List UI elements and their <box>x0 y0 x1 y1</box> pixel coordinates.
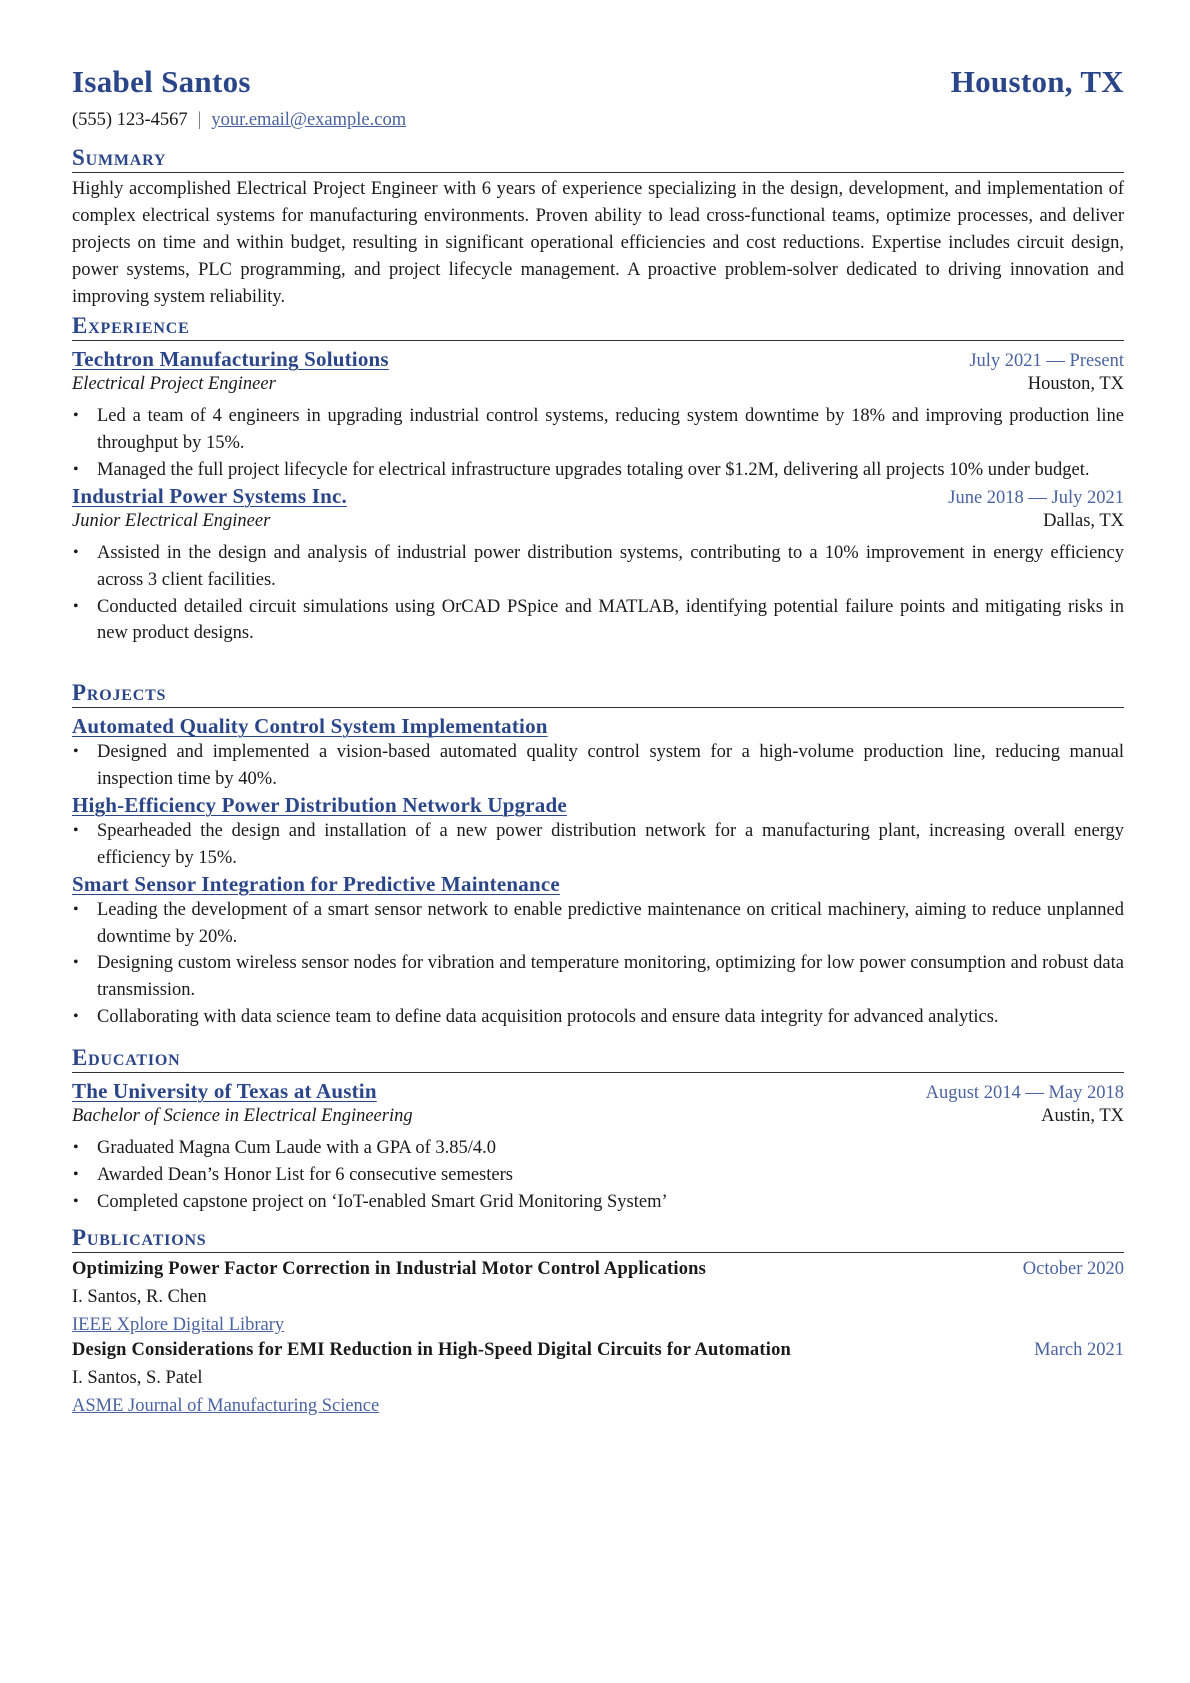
publication-title: Design Considerations for EMI Reduction in High-Speed Digital Circuits for Automation <box>72 1340 792 1360</box>
school-location: Austin, TX <box>1041 1106 1124 1126</box>
education-bullet: • Completed capstone project on ‘IoT-enabled Smart Grid Monitoring System’ <box>97 1189 1124 1216</box>
job-entry <box>72 347 1124 484</box>
degree: Bachelor of Science in Electrical Engineering <box>72 1106 413 1126</box>
school-link[interactable]: The University of Texas at Austin <box>72 1079 377 1103</box>
job-role: Junior Electrical Engineer <box>72 510 271 531</box>
job-bullet: • Assisted in the design and analysis of industrial power distribution systems, contributing to a 10% improvement in energy efficiency across 3 client facilities. <box>97 540 1124 594</box>
job-location: Dallas, TX <box>1043 510 1124 531</box>
header <box>72 64 1124 100</box>
education-bullet: • Graduated Magna Cum Laude with a GPA of 3.85/4.0 <box>97 1135 1124 1162</box>
publication-title: Optimizing Power Factor Correction in Industrial Motor Control Applications <box>72 1259 707 1279</box>
candidate-location: Houston, TX <box>950 64 1124 99</box>
experience-section <box>72 313 1124 647</box>
education-dates: August 2014 — May 2018 <box>925 1083 1124 1103</box>
phone-number: (555) 123-4567 <box>72 110 188 130</box>
job-dates: June 2018 — July 2021 <box>948 487 1124 508</box>
publication-authors: I. Santos, R. Chen <box>72 1287 207 1307</box>
project-title-link[interactable]: Automated Quality Control System Implementation <box>72 714 548 738</box>
project-entry <box>72 872 1124 1032</box>
job-bullet: • Conducted detailed circuit simulations using OrCAD PSpice and MATLAB, identifying potential failure points and mitigating risks in new product designs. <box>97 594 1124 648</box>
project-title-link[interactable]: Smart Sensor Integration for Predictive Maintenance <box>72 871 560 896</box>
project-bullet: • Collaborating with data science team to define data acquisition protocols and ensure data integrity for advanced analytics. <box>97 1004 1124 1031</box>
email-link[interactable]: your.email@example.com <box>211 110 407 130</box>
job-bullet: • Led a team of 4 engineers in upgrading industrial control systems, reducing system downtime by 18% and improving production line throughput by 15%. <box>97 403 1124 457</box>
project-title-link[interactable]: High-Efficiency Power Distribution Network Upgrade <box>72 792 567 817</box>
project-bullet: • Designed and implemented a vision-based automated quality control system for a high-volume production line, reducing manual inspection time by 40%. <box>97 739 1124 793</box>
publication-venue-link[interactable]: IEEE Xplore Digital Library <box>72 1315 285 1335</box>
project-bullet: • Leading the development of a smart sensor network to enable predictive maintenance on critical machinery, aiming to reduce unplanned downtime by 20%. <box>97 897 1124 951</box>
publication-authors: I. Santos, S. Patel <box>72 1368 203 1388</box>
section-title-summary: Summary <box>72 145 1124 173</box>
candidate-name: Isabel Santos <box>72 64 251 99</box>
projects-section <box>72 680 1124 1031</box>
project-bullet: • Designing custom wireless sensor nodes for vibration and temperature monitoring, optimizing for low power consumption and robust data transmission. <box>97 950 1124 1004</box>
project-entry <box>72 714 1124 793</box>
contact-separator: | <box>197 110 202 130</box>
education-section <box>72 1045 1124 1216</box>
publication-date: October 2020 <box>1022 1259 1124 1279</box>
job-bullet: • Managed the full project lifecycle for electrical infrastructure upgrades totaling over $1.2M, delivering all projects 10% under budget. <box>97 457 1124 484</box>
job-dates: July 2021 — Present <box>969 351 1124 371</box>
job-location: Houston, TX <box>1027 374 1124 394</box>
section-title-projects: Projects <box>72 680 1124 708</box>
job-role: Electrical Project Engineer <box>72 374 276 394</box>
section-title-education: Education <box>72 1045 1124 1073</box>
summary-text: Highly accomplished Electrical Project Engineer with 6 years of experience specializing in the design, development, and implementation of complex electrical systems for manufacturing environments. Proven ability to lead cross-functional teams, optimize processes, and deliver projects on time and within budget, resulting in significant operational efficiencies and cost reductions. Expertise includes circuit design, power systems, PLC programming, and project lifecycle management. A proactive problem-solver dedicated to driving innovation and improving system reliability. <box>72 179 1124 307</box>
publication-date: March 2021 <box>1034 1340 1124 1360</box>
section-title-publications: Publications <box>72 1225 1124 1253</box>
publication-entry <box>72 1340 1124 1417</box>
company-link[interactable]: Industrial Power Systems Inc. <box>72 483 347 508</box>
education-bullet: • Awarded Dean’s Honor List for 6 consecutive semesters <box>97 1162 1124 1189</box>
publication-entry <box>72 1259 1124 1336</box>
job-entry <box>72 484 1124 648</box>
section-title-experience: Experience <box>72 313 1124 341</box>
contact-line <box>72 110 406 131</box>
summary-section <box>72 145 1124 311</box>
publication-venue-link[interactable]: ASME Journal of Manufacturing Science <box>72 1396 380 1416</box>
publications-section <box>72 1225 1124 1417</box>
company-link[interactable]: Techtron Manufacturing Solutions <box>72 347 389 371</box>
project-bullet: • Spearheaded the design and installation of a new power distribution network for a manufacturing plant, increasing overall energy efficiency by 15%. <box>97 818 1124 872</box>
education-entry <box>72 1079 1124 1216</box>
project-entry <box>72 793 1124 872</box>
